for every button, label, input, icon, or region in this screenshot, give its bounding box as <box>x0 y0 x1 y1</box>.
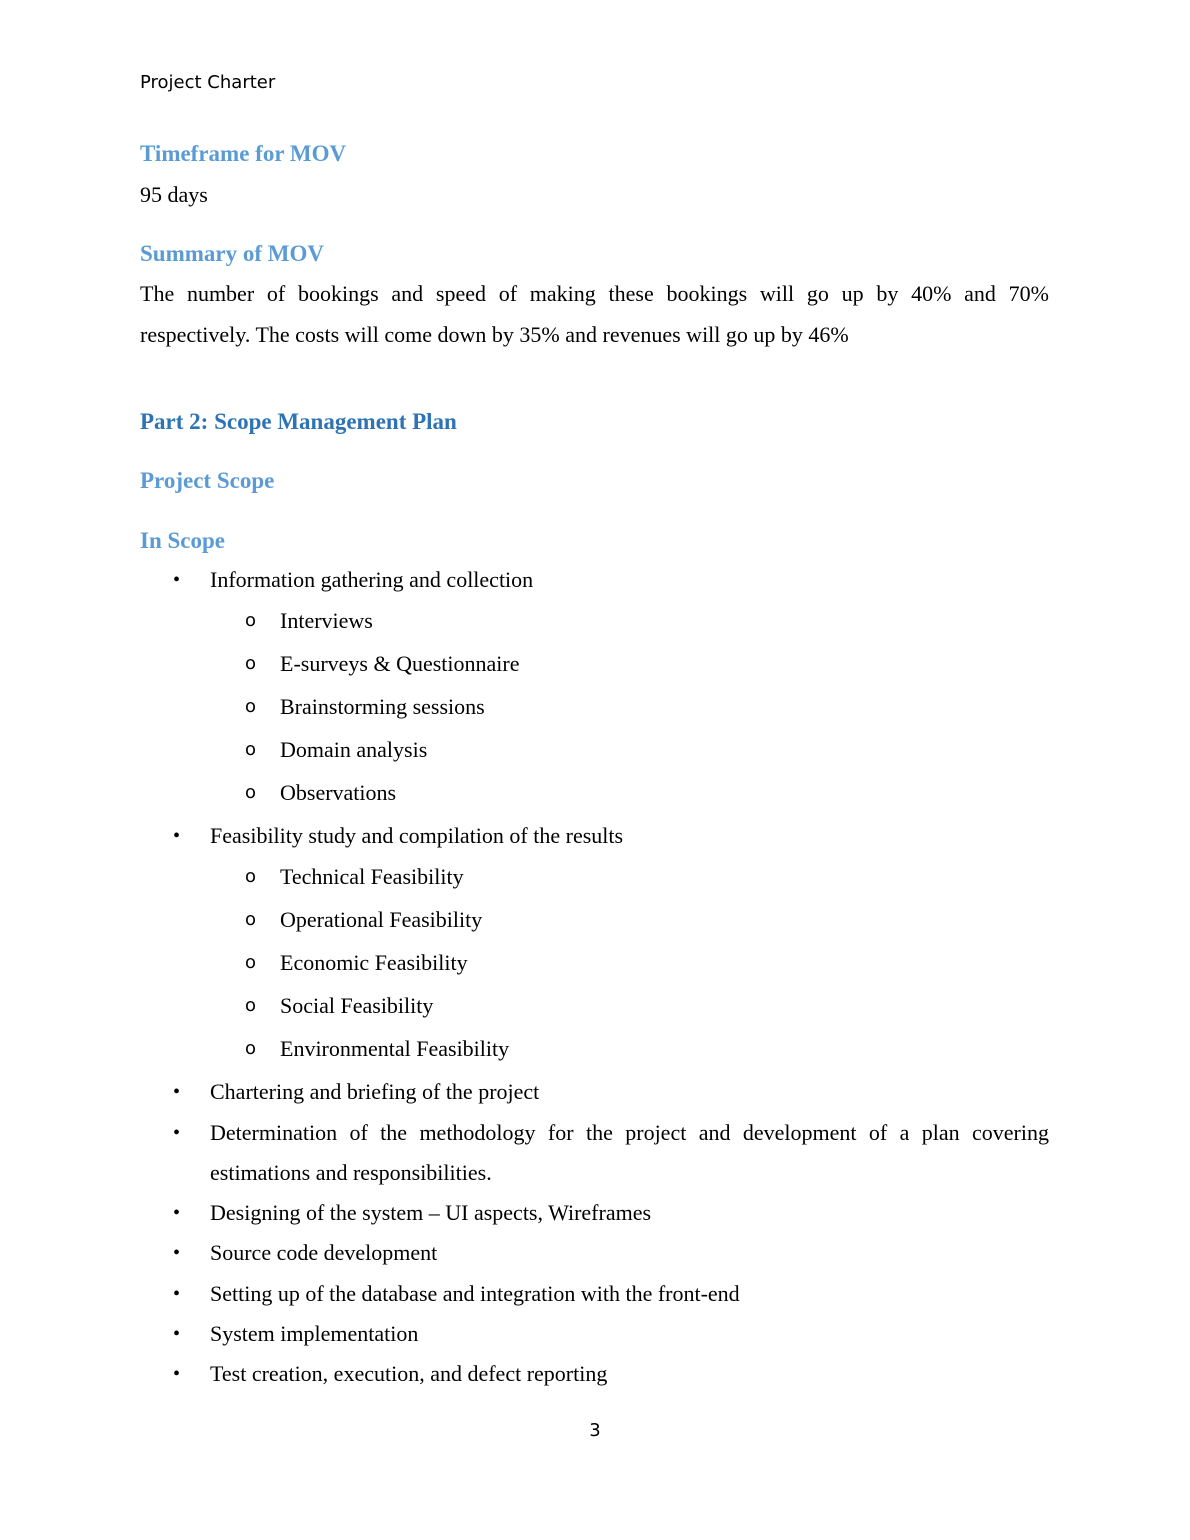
list-item: Setting up of the database and integration with the front-end <box>210 1281 740 1306</box>
list-item-line-2: estimations and responsibilities. <box>210 1160 492 1185</box>
list-item: Information gathering and collection <box>210 567 534 592</box>
sub-list-item: Environmental Feasibility <box>280 1036 510 1061</box>
sub-bullet-icon: o <box>245 739 257 760</box>
list-item: Test creation, execution, and defect reporting <box>210 1361 608 1386</box>
sub-bullet-icon: o <box>245 1038 257 1059</box>
sub-bullet-icon: o <box>245 653 257 674</box>
sub-list-item: Technical Feasibility <box>280 864 464 889</box>
timeframe-heading: Timeframe for MOV <box>140 141 347 166</box>
sub-bullet-icon: o <box>245 610 257 631</box>
summary-paragraph <box>140 273 1049 355</box>
sub-list-item: Observations <box>280 780 397 805</box>
bullet-icon: • <box>173 825 181 847</box>
sub-bullet-icon: o <box>245 866 257 887</box>
list-item-line-1: Determination of the methodology for the project and development of a plan covering <box>210 1120 1049 1145</box>
sub-bullet-icon: o <box>245 696 257 717</box>
in-scope-heading: In Scope <box>140 528 225 553</box>
running-header: Project Charter <box>140 72 276 93</box>
sub-bullet-icon: o <box>245 782 257 803</box>
bullet-icon: • <box>173 1202 181 1224</box>
bullet-icon: • <box>173 1323 181 1345</box>
summary-line-2: respectively. The costs will come down by 35% and revenues will go up by 46% <box>140 322 849 347</box>
sub-list-item: Interviews <box>280 608 373 633</box>
sub-bullet-icon: o <box>245 909 257 930</box>
sub-list-item: Domain analysis <box>280 737 428 762</box>
sub-list-item: Operational Feasibility <box>280 907 483 932</box>
summary-heading: Summary of MOV <box>140 241 324 266</box>
list-item: Source code development <box>210 1240 438 1265</box>
project-scope-heading: Project Scope <box>140 468 275 493</box>
bullet-icon: • <box>173 569 181 591</box>
sub-bullet-icon: o <box>245 995 257 1016</box>
sub-list-item: E-surveys & Questionnaire <box>280 651 520 676</box>
sub-list-item: Brainstorming sessions <box>280 694 485 719</box>
summary-line-1: The number of bookings and speed of making these bookings will go up by 40% and 70% <box>140 281 1049 306</box>
list-item <box>210 1113 1049 1193</box>
page-number: 3 <box>589 1420 601 1441</box>
list-item: Chartering and briefing of the project <box>210 1079 540 1104</box>
sub-bullet-icon: o <box>245 952 257 973</box>
list-item: Designing of the system – UI aspects, Wireframes <box>210 1200 652 1225</box>
bullet-icon: • <box>173 1283 181 1305</box>
timeframe-value: 95 days <box>140 182 208 207</box>
sub-list-item: Economic Feasibility <box>280 950 468 975</box>
sub-list-item: Social Feasibility <box>280 993 434 1018</box>
bullet-icon: • <box>173 1081 181 1103</box>
bullet-icon: • <box>173 1363 181 1385</box>
list-item: System implementation <box>210 1321 419 1346</box>
bullet-icon: • <box>173 1242 181 1264</box>
list-item: Feasibility study and compilation of the results <box>210 823 624 848</box>
bullet-icon: • <box>173 1122 181 1144</box>
part2-heading: Part 2: Scope Management Plan <box>140 409 457 434</box>
